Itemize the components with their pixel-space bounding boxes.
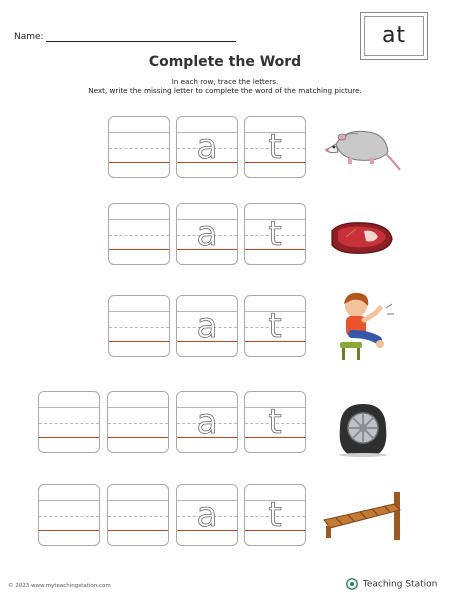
boy-sitting-icon	[332, 288, 396, 364]
trace-letter: t	[268, 214, 282, 254]
slat-bed-icon	[320, 490, 416, 544]
trace-box[interactable]	[176, 391, 238, 453]
trace-box[interactable]	[176, 484, 238, 546]
trace-letter: t	[268, 495, 282, 535]
page-title: Complete the Word	[148, 54, 302, 70]
name-label: Name:	[14, 32, 44, 42]
trace-box[interactable]	[244, 484, 306, 546]
trace-box[interactable]	[176, 116, 238, 178]
instruction-line-2: Next, write the missing letter to complete the word of the matching picture.	[88, 86, 362, 95]
trace-letter: a	[196, 402, 218, 442]
trace-box[interactable]	[176, 203, 238, 265]
copyright-text: © 2023 www.myteachingstation.com	[8, 583, 111, 589]
word-family-box	[360, 12, 428, 60]
rat-icon	[322, 122, 402, 178]
blank-box[interactable]	[38, 484, 100, 546]
trace-letter: a	[196, 306, 218, 346]
blank-box[interactable]	[107, 391, 169, 453]
trace-letter: a	[196, 214, 218, 254]
blank-box[interactable]	[107, 484, 169, 546]
blank-box[interactable]	[108, 295, 170, 357]
name-line[interactable]	[46, 41, 236, 42]
trace-box[interactable]	[244, 116, 306, 178]
trace-box[interactable]	[244, 203, 306, 265]
trace-letter: t	[268, 402, 282, 442]
word-family-text: at	[381, 23, 407, 48]
brand-name: Teaching Station	[362, 579, 438, 590]
trace-letter: a	[196, 495, 218, 535]
flat-tire-icon	[332, 398, 394, 460]
trace-box[interactable]	[244, 391, 306, 453]
teaching-station-icon	[346, 578, 358, 590]
meat-icon	[326, 215, 398, 263]
trace-box[interactable]	[176, 295, 238, 357]
trace-letter: t	[268, 127, 282, 167]
blank-box[interactable]	[108, 203, 170, 265]
trace-box[interactable]	[244, 295, 306, 357]
instruction-line-1: In each row, trace the letters.	[171, 77, 279, 86]
blank-box[interactable]	[108, 116, 170, 178]
blank-box[interactable]	[38, 391, 100, 453]
brand-logo	[346, 578, 437, 590]
trace-letter: a	[196, 127, 218, 167]
trace-letter: t	[268, 306, 282, 346]
